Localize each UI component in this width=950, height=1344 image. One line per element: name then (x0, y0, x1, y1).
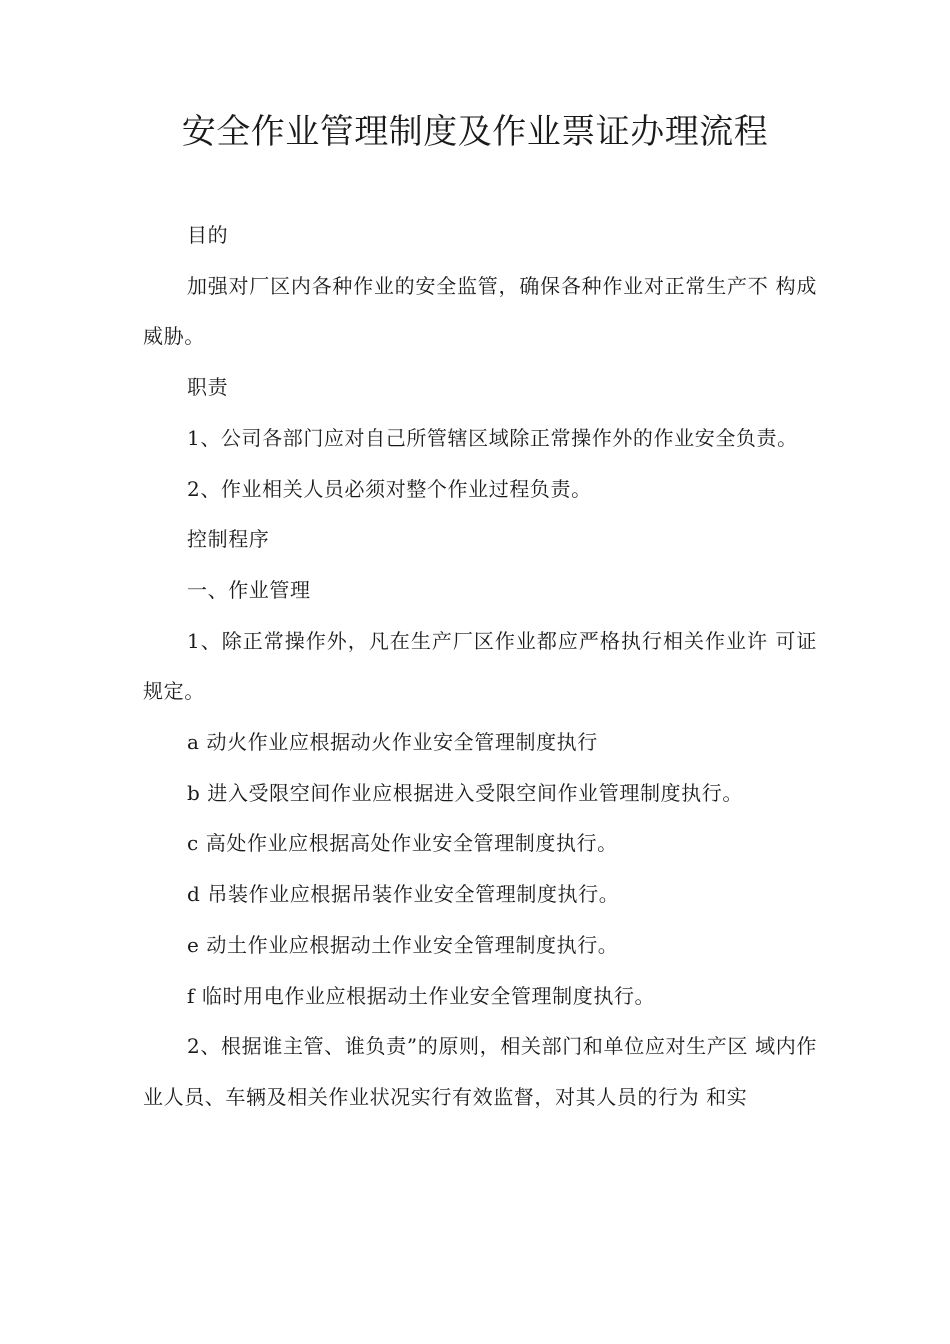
list-item-c: c 高处作业应根据高处作业安全管理制度执行。 (187, 831, 618, 856)
list-item-a: a 动火作业应根据动火作业安全管理制度执行 (187, 730, 598, 755)
section-heading-purpose: 目的 (187, 223, 229, 247)
document-body (143, 210, 817, 1123)
list-item-f: f 临时用电作业应根据动土作业安全管理制度执行。 (187, 983, 656, 1008)
paragraph-work-management-1: 1、除正常操作外，凡在生产厂区作业都应严格执行相关作业许 可证规定。 (143, 628, 817, 704)
paragraph-purpose: 加强对厂区内各种作业的安全监管，确保各种作业对正常生产不 构成威胁。 (143, 273, 817, 349)
list-item-b: b 进入受限空间作业应根据进入受限空间作业管理制度执行。 (187, 780, 743, 805)
paragraph-work-management-2: 2、根据谁主管、谁负责”的原则，相关部门和单位应对生产区 域内作业人员、车辆及相关作业状况实行有效监督，对其人员的行为 和实 (143, 1034, 817, 1109)
document-title: 安全作业管理制度及作业票证办理流程 (181, 112, 769, 152)
section-heading-responsibilities: 职责 (187, 375, 229, 400)
section-heading-control-procedure: 控制程序 (187, 527, 270, 552)
list-item-e: e 动土作业应根据动土作业安全管理制度执行。 (187, 932, 619, 957)
list-item-d: d 吊装作业应根据吊装作业安全管理制度执行。 (187, 882, 620, 907)
paragraph-responsibility-2: 2、作业相关人员必须对整个作业过程负责。 (187, 476, 592, 501)
subsection-heading-work-management: 一、作业管理 (187, 577, 311, 602)
paragraph-responsibility-1: 1、公司各部门应对自己所管辖区域除正常操作外的作业安全负责。 (187, 425, 798, 450)
